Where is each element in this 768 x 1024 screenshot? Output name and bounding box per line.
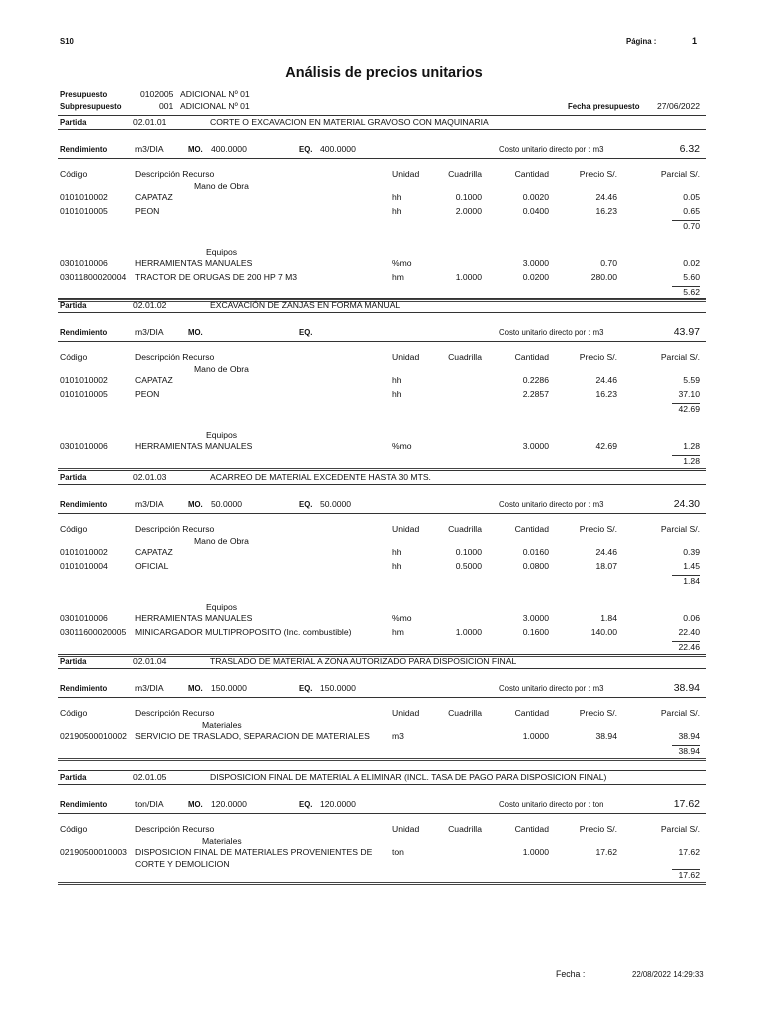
partida-label: Partida: [60, 473, 87, 482]
resource-cuadrilla: 0.1000: [455, 192, 482, 202]
partida-code: 02.01.04: [133, 656, 167, 666]
presupuesto-code: 0102005: [140, 89, 174, 99]
rendimiento-rule: [58, 341, 706, 342]
group-subtotal: 17.62: [678, 870, 700, 880]
partida-title-rule: [58, 312, 706, 313]
mo-value: 120.0000: [211, 799, 247, 809]
eq-label: EQ.: [299, 328, 313, 337]
resource-precio: 24.46: [595, 547, 617, 557]
partida-title-rule: [58, 484, 706, 485]
costo-label: Costo unitario directo por : m3: [499, 500, 604, 509]
resource-cantidad: 0.0020: [522, 192, 549, 202]
resource-desc: CAPATAZ: [135, 547, 173, 557]
col-header-parcial: Parcial S/.: [660, 708, 700, 718]
mo-value: 400.0000: [211, 144, 247, 154]
presupuesto-name: ADICIONAL Nº 01: [180, 89, 250, 99]
partida-top-rule: [58, 770, 706, 771]
col-header-precio: Precio S/.: [579, 352, 617, 362]
col-header-cuadrilla: Cuadrilla: [448, 708, 482, 718]
partida-top-rule: [58, 654, 706, 655]
col-header-parcial: Parcial S/.: [660, 169, 700, 179]
rendimiento-label: Rendimiento: [60, 145, 108, 154]
partida-top-rule: [58, 298, 706, 299]
col-header-descripcion: Descripción Recurso: [135, 524, 215, 534]
eq-label: EQ.: [299, 800, 313, 809]
eq-label: EQ.: [299, 145, 313, 154]
eq-value: 120.0000: [320, 799, 356, 809]
resource-desc: MINICARGADOR MULTIPROPOSITO (Inc. combustible): [135, 627, 352, 637]
partida-title-rule: [58, 668, 706, 669]
resource-parcial: 1.28: [683, 441, 700, 451]
resource-cantidad: 1.0000: [522, 847, 549, 857]
resource-unit: hh: [392, 375, 402, 385]
col-header-cuadrilla: Cuadrilla: [448, 352, 482, 362]
resource-parcial: 38.94: [678, 731, 700, 741]
resource-desc: TRACTOR DE ORUGAS DE 200 HP 7 M3: [135, 272, 298, 282]
resource-precio: 1.84: [600, 613, 617, 623]
col-header-codigo: Código: [60, 352, 88, 362]
partida-code: 02.01.03: [133, 472, 167, 482]
col-header-unidad: Unidad: [392, 524, 420, 534]
eq-label: EQ.: [299, 500, 313, 509]
resource-desc: SERVICIO DE TRASLADO, SEPARACION DE MATERIALES: [135, 731, 370, 741]
col-header-unidad: Unidad: [392, 352, 420, 362]
resource-cantidad: 3.0000: [522, 441, 549, 451]
resource-parcial: 0.65: [683, 206, 700, 216]
partida-title-rule: [58, 129, 706, 130]
mo-label: MO.: [188, 328, 203, 337]
costo-label: Costo unitario directo por : ton: [499, 800, 604, 809]
col-header-descripcion: Descripción Recurso: [135, 824, 215, 834]
resource-desc: PEON: [135, 206, 160, 216]
partida-code: 02.01.02: [133, 300, 167, 310]
fecha-presupuesto-label: Fecha presupuesto: [568, 102, 640, 111]
col-header-cantidad: Cantidad: [514, 824, 549, 834]
resource-unit: %mo: [392, 441, 412, 451]
resource-unit: %mo: [392, 258, 412, 268]
resource-precio: 280.00: [590, 272, 617, 282]
resource-precio: 24.46: [595, 375, 617, 385]
resource-precio: 18.07: [595, 561, 617, 571]
eq-value: 150.0000: [320, 683, 356, 693]
rendimiento-rule: [58, 158, 706, 159]
resource-parcial: 5.60: [683, 272, 700, 282]
eq-value: 50.0000: [320, 499, 352, 509]
mo-label: MO.: [188, 800, 203, 809]
partida-title-rule: [58, 784, 706, 785]
group-name: Materiales: [202, 836, 242, 846]
col-header-unidad: Unidad: [392, 169, 420, 179]
partida-end-rule: [58, 882, 706, 885]
resource-cuadrilla: 0.1000: [455, 547, 482, 557]
resource-cantidad: 0.0800: [522, 561, 549, 571]
rendimiento-unit: m3/DIA: [135, 327, 164, 337]
resource-cuadrilla: 1.0000: [455, 272, 482, 282]
group-subtotal: 0.70: [683, 221, 700, 231]
resource-parcial: 0.06: [683, 613, 700, 623]
col-header-cantidad: Cantidad: [514, 524, 549, 534]
col-header-precio: Precio S/.: [579, 708, 617, 718]
resource-cantidad: 2.2857: [522, 389, 549, 399]
rendimiento-unit: ton/DIA: [135, 799, 164, 809]
group-subtotal: 1.84: [683, 576, 700, 586]
rendimiento-label: Rendimiento: [60, 500, 108, 509]
rendimiento-rule: [58, 513, 706, 514]
costo-label: Costo unitario directo por : m3: [499, 145, 604, 154]
resource-precio: 17.62: [595, 847, 617, 857]
group-subtotal: 22.46: [678, 642, 700, 652]
footer-fecha-value: 22/08/2022 14:29:33: [632, 970, 704, 979]
resource-unit: hh: [392, 192, 402, 202]
rendimiento-rule: [58, 697, 706, 698]
subpresupuesto-label: Subpresupuesto: [60, 102, 122, 111]
resource-desc: CAPATAZ: [135, 192, 173, 202]
col-header-unidad: Unidad: [392, 824, 420, 834]
resource-cuadrilla: 2.0000: [455, 206, 482, 216]
rendimiento-label: Rendimiento: [60, 800, 108, 809]
resource-desc-cont: CORTE Y DEMOLICION: [135, 859, 230, 869]
costo-label: Costo unitario directo por : m3: [499, 328, 604, 337]
partida-title: ACARREO DE MATERIAL EXCEDENTE HASTA 30 MTS.: [210, 472, 431, 482]
resource-unit: hh: [392, 547, 402, 557]
resource-code: 03011600020005: [60, 627, 127, 637]
page-title: Análisis de precios unitarios: [285, 65, 483, 81]
resource-parcial: 5.59: [683, 375, 700, 385]
resource-parcial: 0.05: [683, 192, 700, 202]
group-name: Mano de Obra: [194, 536, 249, 546]
partida-code: 02.01.01: [133, 117, 167, 127]
resource-cantidad: 3.0000: [522, 258, 549, 268]
col-header-cantidad: Cantidad: [514, 169, 549, 179]
page-label: Página :: [626, 37, 657, 46]
col-header-codigo: Código: [60, 524, 88, 534]
mo-label: MO.: [188, 145, 203, 154]
resource-cantidad: 0.2286: [522, 375, 549, 385]
resource-unit: hm: [392, 272, 404, 282]
partida-title: CORTE O EXCAVACION EN MATERIAL GRAVOSO CON MAQUINARIA: [210, 117, 489, 127]
system-code: S10: [60, 37, 74, 46]
page-number: 1: [692, 36, 698, 46]
costo-value: 43.97: [673, 326, 700, 338]
col-header-cuadrilla: Cuadrilla: [448, 169, 482, 179]
resource-unit: %mo: [392, 613, 412, 623]
subpresupuesto-code: 001: [159, 101, 174, 111]
resource-code: 0101010002: [60, 375, 108, 385]
resource-code: 0301010006: [60, 613, 108, 623]
resource-cuadrilla: 1.0000: [455, 627, 482, 637]
col-header-descripcion: Descripción Recurso: [135, 169, 215, 179]
resource-unit: m3: [392, 731, 404, 741]
resource-cantidad: 1.0000: [522, 731, 549, 741]
resource-desc: HERRAMIENTAS MANUALES: [135, 441, 253, 451]
resource-precio: 38.94: [595, 731, 617, 741]
col-header-parcial: Parcial S/.: [660, 824, 700, 834]
group-subtotal: 42.69: [678, 404, 700, 414]
col-header-unidad: Unidad: [392, 708, 420, 718]
resource-desc: CAPATAZ: [135, 375, 173, 385]
costo-value: 6.32: [679, 143, 700, 155]
group-subtotal: 38.94: [678, 746, 700, 756]
col-header-codigo: Código: [60, 708, 88, 718]
resource-code: 0101010005: [60, 206, 108, 216]
partida-code: 02.01.05: [133, 772, 167, 782]
resource-code: 0101010004: [60, 561, 108, 571]
resource-parcial: 17.62: [678, 847, 700, 857]
col-header-cantidad: Cantidad: [514, 708, 549, 718]
group-name: Equipos: [206, 602, 238, 612]
group-name: Mano de Obra: [194, 364, 249, 374]
resource-unit: hh: [392, 206, 402, 216]
resource-desc: DISPOSICION FINAL DE MATERIALES PROVENIENTES DE: [135, 847, 373, 857]
col-header-parcial: Parcial S/.: [660, 352, 700, 362]
resource-desc: PEON: [135, 389, 160, 399]
fecha-presupuesto-value: 27/06/2022: [657, 101, 701, 111]
rendimiento-unit: m3/DIA: [135, 144, 164, 154]
resource-precio: 16.23: [595, 389, 617, 399]
col-header-parcial: Parcial S/.: [660, 524, 700, 534]
resource-unit: hm: [392, 627, 404, 637]
col-header-descripcion: Descripción Recurso: [135, 352, 215, 362]
partida-top-rule: [58, 115, 706, 116]
costo-value: 24.30: [673, 498, 700, 510]
col-header-descripcion: Descripción Recurso: [135, 708, 215, 718]
resource-desc: OFICIAL: [135, 561, 169, 571]
mo-label: MO.: [188, 684, 203, 693]
group-name: Equipos: [206, 430, 238, 440]
mo-value: 150.0000: [211, 683, 247, 693]
presupuesto-label: Presupuesto: [60, 90, 108, 99]
resource-cantidad: 3.0000: [522, 613, 549, 623]
resource-parcial: 37.10: [678, 389, 700, 399]
resource-parcial: 0.02: [683, 258, 700, 268]
rendimiento-unit: m3/DIA: [135, 683, 164, 693]
resource-desc: HERRAMIENTAS MANUALES: [135, 258, 253, 268]
group-subtotal: 1.28: [683, 456, 700, 466]
partida-end-rule: [58, 758, 706, 761]
resource-code: 0301010006: [60, 258, 108, 268]
eq-value: 400.0000: [320, 144, 356, 154]
resource-code: 02190500010002: [60, 731, 127, 741]
resource-cantidad: 0.0160: [522, 547, 549, 557]
resource-precio: 42.69: [595, 441, 617, 451]
resource-desc: HERRAMIENTAS MANUALES: [135, 613, 253, 623]
col-header-codigo: Código: [60, 824, 88, 834]
col-header-cuadrilla: Cuadrilla: [448, 824, 482, 834]
group-name: Equipos: [206, 247, 238, 257]
partida-title: TRASLADO DE MATERIAL A ZONA AUTORIZADO PARA DISPOSICION FINAL: [210, 656, 517, 666]
resource-cantidad: 0.0400: [522, 206, 549, 216]
resource-parcial: 0.39: [683, 547, 700, 557]
group-subtotal: 5.62: [683, 287, 700, 297]
resource-cuadrilla: 0.5000: [455, 561, 482, 571]
partida-label: Partida: [60, 118, 87, 127]
rendimiento-rule: [58, 813, 706, 814]
partida-top-rule: [58, 470, 706, 471]
partida-title: EXCAVACIÓN DE ZANJAS EN FORMA MANUAL: [210, 300, 401, 310]
group-name: Mano de Obra: [194, 181, 249, 191]
subpresupuesto-name: ADICIONAL Nº 01: [180, 101, 250, 111]
rendimiento-unit: m3/DIA: [135, 499, 164, 509]
col-header-precio: Precio S/.: [579, 824, 617, 834]
group-name: Materiales: [202, 720, 242, 730]
resource-code: 02190500010003: [60, 847, 127, 857]
resource-precio: 140.00: [590, 627, 617, 637]
costo-value: 38.94: [673, 682, 700, 694]
col-header-precio: Precio S/.: [579, 169, 617, 179]
rendimiento-label: Rendimiento: [60, 684, 108, 693]
costo-label: Costo unitario directo por : m3: [499, 684, 604, 693]
resource-code: 0101010002: [60, 192, 108, 202]
footer-fecha-label: Fecha :: [556, 969, 586, 979]
costo-value: 17.62: [673, 798, 700, 810]
mo-value: 50.0000: [211, 499, 243, 509]
resource-precio: 0.70: [600, 258, 617, 268]
resource-code: 03011800020004: [60, 272, 127, 282]
resource-parcial: 22.40: [678, 627, 700, 637]
resource-code: 0301010006: [60, 441, 108, 451]
resource-precio: 24.46: [595, 192, 617, 202]
resource-unit: ton: [392, 847, 404, 857]
resource-unit: hh: [392, 561, 402, 571]
partida-label: Partida: [60, 301, 87, 310]
col-header-cantidad: Cantidad: [514, 352, 549, 362]
resource-unit: hh: [392, 389, 402, 399]
col-header-cuadrilla: Cuadrilla: [448, 524, 482, 534]
resource-cantidad: 0.0200: [522, 272, 549, 282]
mo-label: MO.: [188, 500, 203, 509]
resource-parcial: 1.45: [683, 561, 700, 571]
partida-title: DISPOSICION FINAL DE MATERIAL A ELIMINAR (INCL. TASA DE PAGO PARA DISPOSICION FINAL): [210, 772, 607, 782]
col-header-precio: Precio S/.: [579, 524, 617, 534]
resource-code: 0101010002: [60, 547, 108, 557]
partida-label: Partida: [60, 657, 87, 666]
partida-label: Partida: [60, 773, 87, 782]
resource-precio: 16.23: [595, 206, 617, 216]
resource-code: 0101010005: [60, 389, 108, 399]
rendimiento-label: Rendimiento: [60, 328, 108, 337]
eq-label: EQ.: [299, 684, 313, 693]
col-header-codigo: Código: [60, 169, 88, 179]
resource-cantidad: 0.1600: [522, 627, 549, 637]
